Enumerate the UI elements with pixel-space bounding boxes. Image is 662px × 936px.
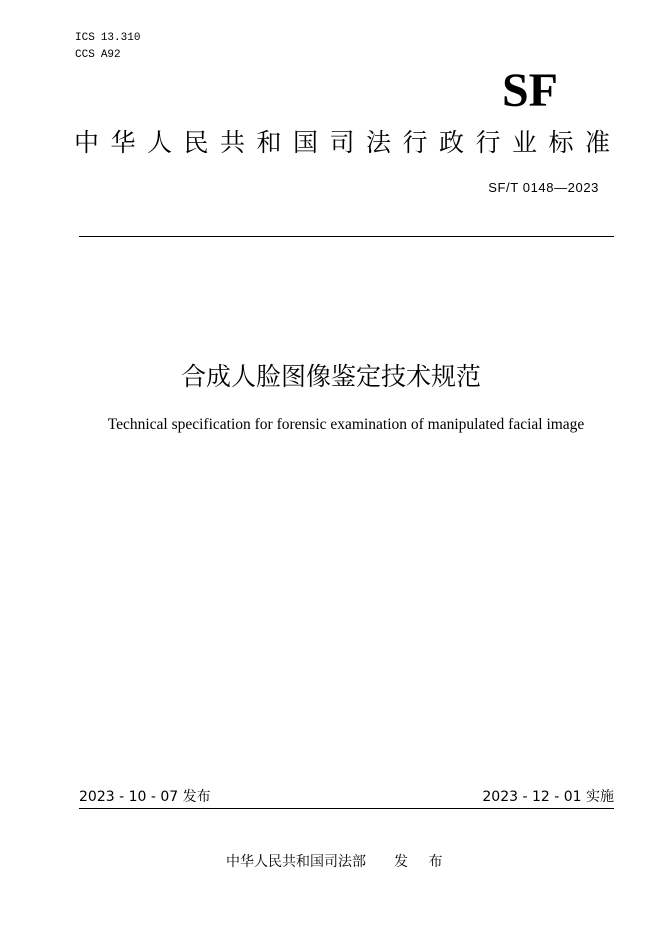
ccs-code: A92 [100,49,121,61]
publisher-name: 中华人民共和国司法部 [226,854,366,870]
release-date-value: 2023 - 10 - 07 [79,789,179,805]
ics-code: 13.310 [100,32,141,44]
bottom-divider [79,808,614,809]
implementation-date-value: 2023 - 12 - 01 [482,789,582,805]
publisher [226,852,450,872]
agency-title: 中华人民共和国司法行政行业标准 [74,128,622,157]
standard-number: SF/T 0148—2023 [488,180,599,195]
release-label: 发布 [182,789,211,805]
ccs-label: CCS [75,49,95,61]
ics-label: ICS [75,32,95,44]
publisher-action: 发 布 [394,854,451,870]
main-title: 合成人脸图像鉴定技术规范 [180,362,481,391]
ccs-classification [75,49,121,62]
implementation-label: 实施 [586,789,614,805]
top-divider [79,236,614,237]
release-date [79,788,211,806]
ics-classification [75,32,140,45]
english-title: Technical specification for forensic examination of manipulated facial image [107,416,585,433]
implementation-date [482,788,614,806]
sf-logo: SF [501,64,558,117]
